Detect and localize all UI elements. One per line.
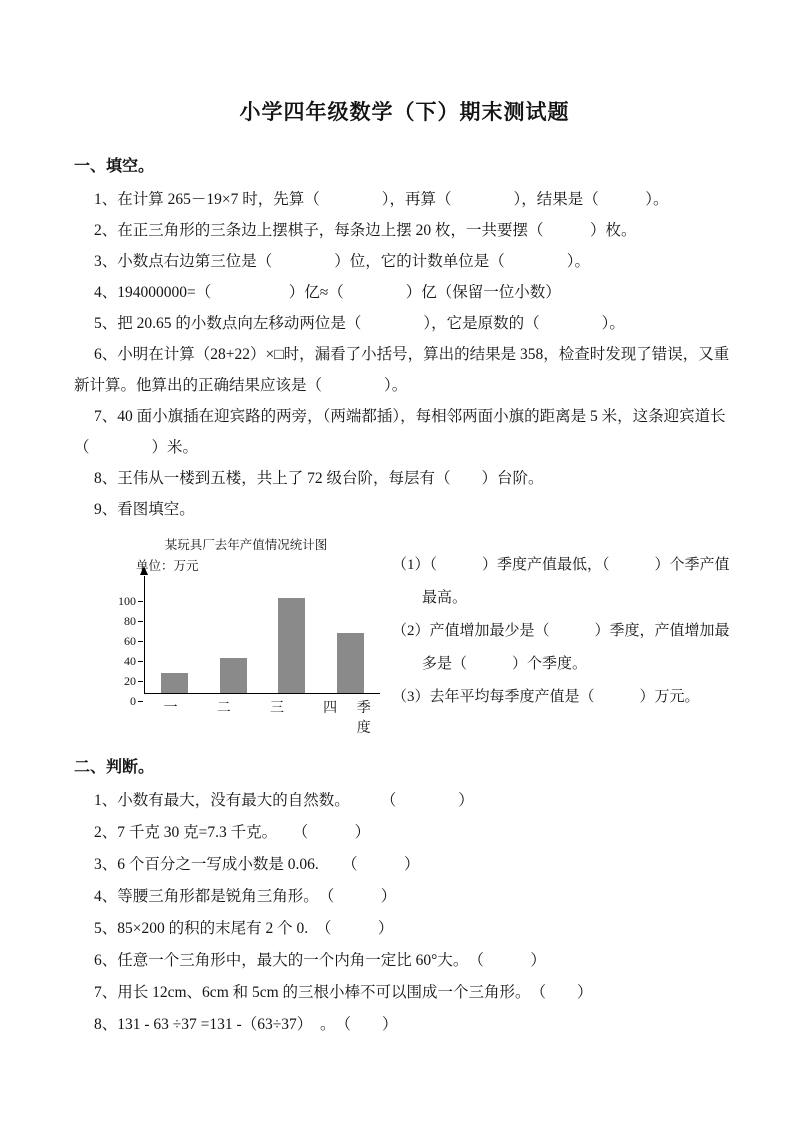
bar-chart	[110, 535, 382, 737]
x-tick-label: 一	[163, 701, 178, 716]
bar-quarter-三	[278, 598, 305, 693]
chart-question-1: （1）（ ）季度产值最低，（ ）个季产值最高。	[392, 557, 730, 606]
page-title: 小学四年级数学（下）期末测试题	[239, 100, 570, 124]
judgment-5: 5、85×200 的积的末尾有 2 个 0. （ ）	[94, 920, 394, 937]
section-judgments	[74, 753, 735, 1041]
question-9: 9、看图填空。	[94, 501, 195, 518]
judgment-8: 8、131 - 63 ÷37 =131 -（63÷37） 。 （ ）	[94, 1016, 398, 1033]
judgment-1: 1、小数有最大，没有最大的自然数。 （ ）	[94, 792, 474, 809]
x-tick-label: 四	[323, 701, 338, 716]
y-axis-arrow-icon	[140, 566, 148, 575]
question-4: 4、194000000=（ ）亿≈（ ）亿（保留一位小数）	[94, 284, 561, 301]
y-tick-label: 100	[110, 594, 136, 608]
question-2: 2、在正三角形的三条边上摆棋子，每条边上摆 20 枚，一共要摆（ ）枚。	[94, 222, 637, 239]
x-tick-label: 二	[216, 701, 231, 716]
section-fill-blanks	[74, 152, 735, 525]
judgment-6: 6、任意一个三角形中，最大的一个内角一定比 60°大。 （ ）	[94, 952, 546, 969]
plot-area	[144, 576, 380, 694]
judgment-2: 2、7 千克 30 克=7.3 千克。 （ ）	[94, 824, 371, 841]
bar-quarter-四	[337, 633, 364, 693]
section2-heading: 二、判断。	[74, 759, 155, 776]
chart-question-2: （2）产值增加最少是（ ）季度，产值增加最多是（ ）个季度。	[392, 623, 730, 672]
question-5: 5、把 20.65 的小数点向左移动两位是（ ），它是原数的（ ）。	[94, 315, 625, 332]
judgment-4: 4、等腰三角形都是锐角三角形。 （ ）	[94, 888, 397, 905]
question-7: 7、40 面小旗插在迎宾路的两旁，（两端都插），每相邻两面小旗的距离是 5 米，这条迎宾道长（ ）米。	[74, 408, 726, 456]
y-tick-label: 80	[110, 614, 136, 628]
x-axis-labels	[144, 697, 357, 737]
question-1: 1、在计算 265－19×7 时，先算（ ），再算（ ），结果是（ ）。	[94, 191, 669, 208]
figure-row	[110, 535, 735, 737]
x-axis-row	[144, 697, 382, 737]
judgment-3: 3、6 个百分之一写成小数是 0.06. （ ）	[94, 856, 420, 873]
chart-questions	[392, 549, 735, 714]
judgment-7: 7、用长 12cm、6cm 和 5cm 的三根小棒不可以围成一个三角形。 （ ）	[94, 984, 593, 1001]
chart-plot-wrap	[110, 576, 382, 708]
y-axis	[110, 576, 144, 708]
question-3: 3、小数点右边第三位是（ ）位，它的计数单位是（ ）。	[94, 253, 591, 270]
question-8: 8、王伟从一楼到五楼，共上了 72 级台阶，每层有（ ）台阶。	[94, 470, 544, 487]
y-tick-label: 60	[110, 634, 136, 648]
y-tick-label: 0	[110, 694, 136, 708]
x-axis-title: 季度	[356, 701, 371, 736]
chart-question-3: （3）去年平均每季度产值是（ ）万元。	[392, 689, 700, 705]
x-tick-label: 三	[269, 701, 284, 716]
y-tick-label: 20	[110, 674, 136, 688]
chart-title: 某玩具厂去年产值情况统计图	[164, 538, 328, 552]
bar-quarter-二	[220, 658, 247, 693]
chart-unit-label: 单位：万元	[136, 559, 199, 573]
question-6: 6、小明在计算（28+22）×□时，漏看了小括号，算出的结果是 358，检查时发现了错误，又重新计算。他算出的正确结果应该是（ ）。	[74, 346, 730, 394]
y-tick-label: 40	[110, 654, 136, 668]
section1-heading: 一、填空。	[74, 158, 155, 175]
bar-quarter-一	[161, 673, 188, 693]
